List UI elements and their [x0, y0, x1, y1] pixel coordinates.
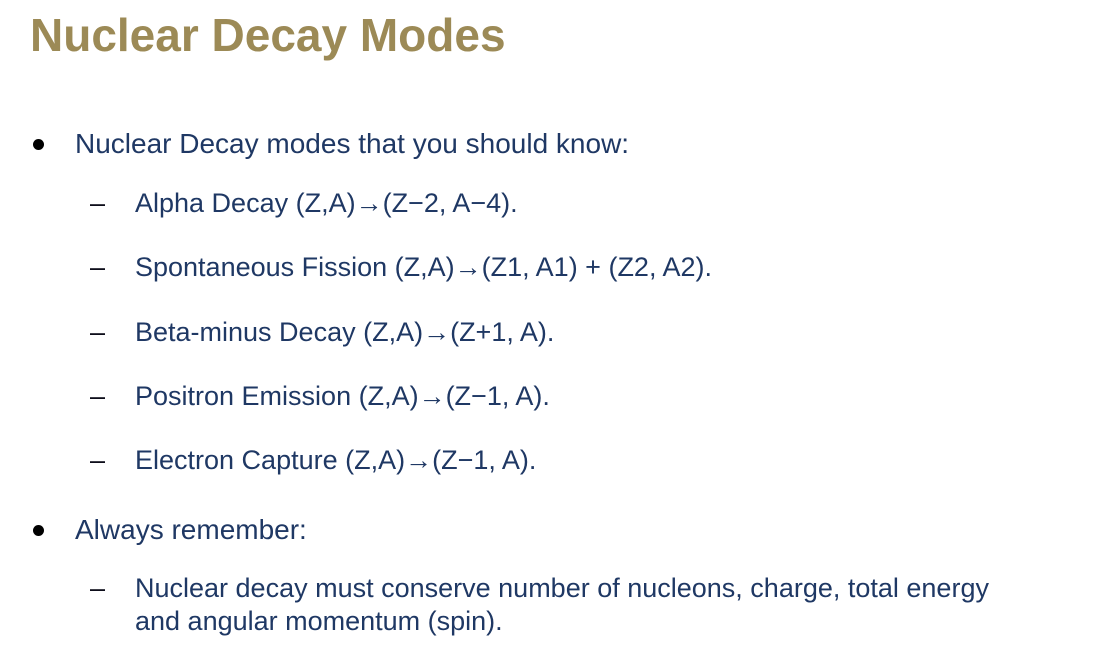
- sub-bullet-alpha-decay: [90, 187, 1118, 219]
- bullet-item-know: [33, 127, 1118, 161]
- bullet-text: Always remember:: [75, 513, 307, 545]
- dash-bullet-icon: –: [90, 187, 106, 218]
- dash-bullet-icon: –: [90, 380, 106, 411]
- dash-bullet-icon: –: [90, 573, 106, 604]
- sub-bullet-positron-emission: [90, 380, 1118, 412]
- sub-bullet-text: Spontaneous Fission (Z,A)→(Z1, A1) + (Z2, A2).: [135, 252, 712, 283]
- sub-bullet-text: Alpha Decay (Z,A)→(Z−2, A−4).: [135, 187, 518, 218]
- sub-bullet-text: Beta-minus Decay (Z,A)→(Z+1, A).: [135, 316, 555, 347]
- sub-bullet-text: Electron Capture (Z,A)→(Z−1, A).: [135, 445, 537, 476]
- dash-bullet-icon: –: [90, 316, 106, 347]
- sub-bullet-conservation: [90, 572, 1118, 637]
- slide-body: [0, 127, 1118, 637]
- sub-bullet-spontaneous-fission: [90, 251, 1118, 283]
- sub-bullet-text: Nuclear decay must conserve number of nucleons, charge, total energy and angular momentum (spin).: [135, 573, 989, 636]
- bullet-dot-icon: [33, 525, 44, 536]
- bullet-item-always-remember: [33, 513, 1118, 547]
- sub-bullet-text: Positron Emission (Z,A)→(Z−1, A).: [135, 380, 550, 411]
- bullet-dot-icon: [33, 139, 44, 150]
- dash-bullet-icon: –: [90, 445, 106, 476]
- slide-title: Nuclear Decay Modes: [30, 9, 506, 61]
- dash-bullet-icon: –: [90, 252, 106, 283]
- sub-bullet-beta-minus-decay: [90, 316, 1118, 348]
- bullet-text: Nuclear Decay modes that you should know:: [75, 128, 630, 160]
- sub-bullet-electron-capture: [90, 444, 1118, 476]
